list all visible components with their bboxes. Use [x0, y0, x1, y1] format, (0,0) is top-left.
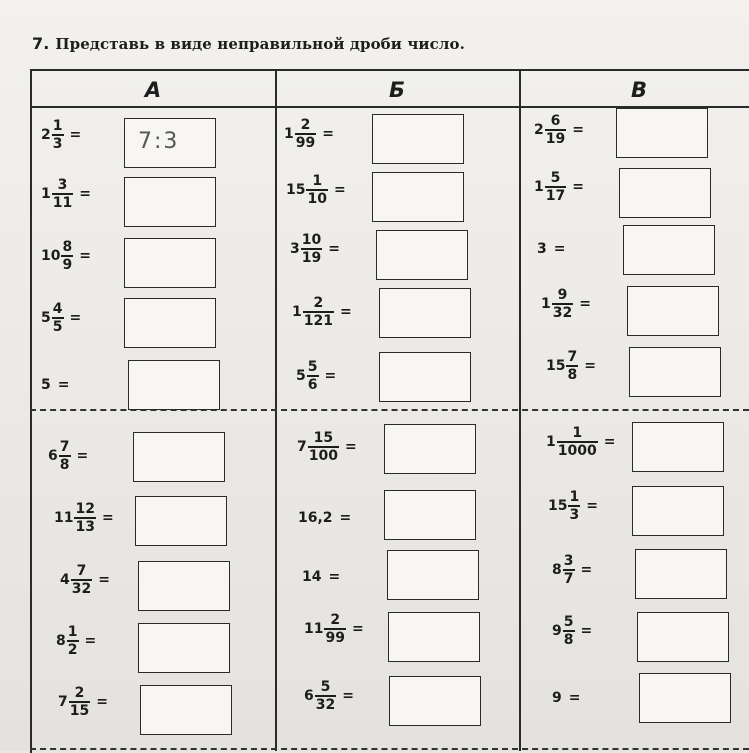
whole-part: 9: [552, 623, 562, 639]
whole-part: 3: [290, 241, 300, 257]
denominator: 7: [563, 571, 574, 587]
whole-part: 11: [54, 510, 74, 526]
exercise-a-8: [60, 564, 110, 596]
equals-sign: =: [579, 296, 591, 312]
denominator: 1000: [557, 443, 597, 459]
whole-part: 6: [304, 688, 314, 704]
whole-part: 15: [548, 498, 568, 514]
denominator: 99: [325, 630, 345, 646]
numerator: 4: [52, 301, 63, 317]
equals-sign: =: [79, 186, 91, 202]
exercise-a-5: [41, 377, 69, 393]
numerator: 1: [67, 624, 78, 640]
numerator: 1: [569, 489, 580, 505]
whole-part: 7: [58, 694, 68, 710]
answer-box-b-7[interactable]: [384, 490, 476, 540]
denominator: 2: [67, 642, 78, 658]
numerator: 1: [312, 173, 323, 189]
fraction: [545, 171, 566, 203]
task-title: [32, 34, 465, 53]
answer-box-v-3[interactable]: [623, 225, 715, 275]
column-header-a: А: [144, 78, 162, 102]
denominator: 3: [52, 136, 63, 152]
equals-sign: =: [584, 358, 596, 374]
answer-box-a-5[interactable]: [128, 360, 220, 410]
whole-part: 1: [546, 434, 556, 450]
denominator: 99: [295, 135, 316, 151]
exercise-b-10: [304, 680, 354, 712]
answer-box-v-1[interactable]: [616, 108, 708, 158]
whole-part: 10: [41, 248, 61, 264]
fraction: [557, 426, 598, 458]
numerator: 1: [572, 425, 583, 441]
denominator: 5: [52, 319, 63, 335]
equals-sign: =: [76, 448, 89, 464]
whole-part: 2: [534, 122, 544, 138]
numerator: 1: [52, 118, 63, 134]
equals-sign: =: [553, 241, 566, 257]
fraction: [52, 119, 64, 151]
whole-part: 8: [552, 562, 562, 578]
equals-sign: =: [342, 688, 354, 704]
numerator: 6: [550, 113, 561, 129]
fraction: [61, 240, 73, 272]
fraction: [563, 554, 575, 586]
whole-part: 4: [60, 572, 70, 588]
answer-box-b-4[interactable]: [379, 288, 471, 338]
equals-sign: =: [322, 126, 334, 142]
exercise-v-6: [546, 426, 615, 458]
numerator: 2: [300, 117, 311, 133]
denominator: 19: [545, 131, 566, 147]
exercise-v-7: [548, 490, 598, 522]
numerator: 9: [557, 287, 568, 303]
exercise-a-6: [48, 440, 88, 472]
numerator: 7: [76, 563, 87, 579]
equals-sign: =: [101, 510, 114, 526]
numerator: 3: [563, 553, 574, 569]
whole-part: 7: [297, 439, 307, 455]
fraction: [307, 360, 319, 392]
answer-box-v-7[interactable]: [632, 486, 724, 536]
denominator: 32: [71, 581, 92, 597]
numerator: 7: [567, 349, 578, 365]
whole-part: 1: [284, 126, 294, 142]
answer-box-v-6[interactable]: [632, 422, 724, 472]
whole-part: 15: [546, 358, 566, 374]
numerator: 8: [62, 239, 73, 255]
denominator: 9: [62, 257, 73, 273]
equals-sign: =: [603, 434, 616, 450]
exercise-a-2: [41, 178, 91, 210]
whole-part: 14: [302, 569, 322, 585]
exercise-b-8: [302, 569, 340, 585]
whole-part: 6: [48, 448, 58, 464]
answer-box-v-10[interactable]: [639, 673, 731, 723]
answer-box-b-3[interactable]: [376, 230, 468, 280]
exercise-v-10: [552, 690, 580, 706]
section-divider-bottom: [30, 748, 749, 750]
task-instruction: Представь в виде неправильной дроби число.: [55, 35, 465, 53]
answer-box-v-2[interactable]: [619, 168, 711, 218]
equals-sign: =: [339, 510, 352, 526]
equals-sign: =: [344, 439, 357, 455]
exercise-b-5: [296, 360, 336, 392]
equals-sign: =: [69, 310, 82, 326]
denominator: 3: [569, 507, 580, 523]
fraction: [59, 440, 71, 472]
fraction: [301, 233, 322, 265]
column-header-b: Б: [388, 78, 405, 102]
whole-part: 5: [41, 310, 51, 326]
denominator: 6: [307, 377, 318, 393]
exercise-v-2: [534, 171, 584, 203]
denominator: 17: [545, 188, 566, 204]
fraction: [52, 178, 73, 210]
numerator: 5: [550, 170, 561, 186]
exercise-b-6: [297, 431, 357, 463]
numerator: 12: [75, 501, 95, 517]
numerator: 2: [313, 295, 324, 311]
fraction: [552, 288, 573, 320]
whole-part: 3: [537, 241, 547, 257]
denominator: 11: [52, 195, 73, 211]
answer-box-b-9[interactable]: [388, 612, 480, 662]
answer-box-a-2[interactable]: [124, 177, 216, 227]
equals-sign: =: [339, 304, 352, 320]
answer-box-v-4[interactable]: [627, 286, 719, 336]
fraction: [566, 350, 578, 382]
whole-part: 15: [286, 182, 306, 198]
denominator: 10: [307, 191, 327, 207]
exercise-a-4: [41, 302, 81, 334]
answer-box-b-5[interactable]: [379, 352, 471, 402]
equals-sign: =: [79, 248, 91, 264]
denominator: 100: [308, 448, 338, 464]
denominator: 32: [315, 697, 336, 713]
exercise-a-10: [58, 686, 108, 718]
fraction: [52, 302, 64, 334]
exercise-b-3: [290, 233, 340, 265]
answer-box-b-1[interactable]: [372, 114, 464, 164]
fraction: [563, 615, 575, 647]
fraction: [324, 613, 345, 645]
equals-sign: =: [351, 621, 364, 637]
answer-box-a-3[interactable]: [124, 238, 216, 288]
equals-sign: =: [324, 368, 337, 384]
exercise-v-3: [537, 241, 565, 257]
denominator: 19: [301, 250, 322, 266]
exercise-b-9: [304, 613, 364, 645]
equals-sign: =: [580, 623, 593, 639]
equals-sign: =: [333, 182, 346, 198]
numerator: 2: [330, 612, 341, 628]
whole-part: 1: [292, 304, 302, 320]
exercise-a-9: [56, 625, 96, 657]
equals-sign: =: [96, 694, 108, 710]
answer-box-b-10[interactable]: [389, 676, 481, 726]
whole-part: 11: [304, 621, 324, 637]
exercise-v-9: [552, 615, 592, 647]
exercise-v-4: [541, 288, 591, 320]
whole-part: 5: [296, 368, 306, 384]
equals-sign: =: [84, 633, 97, 649]
equals-sign: =: [580, 562, 593, 578]
handwritten-answer: 7:3: [138, 129, 180, 154]
column-header-v: В: [630, 78, 647, 102]
equals-sign: =: [57, 377, 70, 393]
exercise-v-5: [546, 350, 596, 382]
whole-part: 2: [41, 127, 51, 143]
answer-box-a-10[interactable]: [140, 685, 232, 735]
exercise-v-8: [552, 554, 592, 586]
whole-part: 8: [56, 633, 66, 649]
exercise-a-7: [54, 502, 114, 534]
denominator: 8: [567, 367, 578, 383]
task-number: 7.: [32, 34, 50, 53]
equals-sign: =: [586, 498, 598, 514]
answer-box-a-7[interactable]: [135, 496, 227, 546]
exercise-a-3: [41, 240, 91, 272]
fraction: [315, 680, 336, 712]
fraction: [71, 564, 92, 596]
whole-part: 1: [41, 186, 51, 202]
whole-part: 1: [541, 296, 551, 312]
fraction: [568, 490, 580, 522]
exercise-b-1: [284, 118, 334, 150]
fraction: [67, 625, 79, 657]
fraction: [74, 502, 95, 534]
answer-box-b-8[interactable]: [387, 550, 479, 600]
denominator: 8: [59, 457, 70, 473]
answer-box-b-2[interactable]: [372, 172, 464, 222]
fraction: [545, 114, 566, 146]
answer-box-v-8[interactable]: [635, 549, 727, 599]
whole-part: 1: [534, 179, 544, 195]
exercise-v-1: [534, 114, 584, 146]
fraction: [308, 431, 339, 463]
numerator: 2: [74, 685, 85, 701]
answer-box-a-8[interactable]: [138, 561, 230, 611]
equals-sign: =: [328, 569, 341, 585]
answer-box-a-6[interactable]: [133, 432, 225, 482]
denominator: 8: [563, 632, 574, 648]
numerator: 15: [313, 430, 334, 446]
numerator: 10: [301, 232, 322, 248]
numerator: 5: [307, 359, 318, 375]
equals-sign: =: [69, 127, 82, 143]
denominator: 32: [552, 305, 573, 321]
exercise-b-2: [286, 174, 346, 206]
denominator: 13: [75, 519, 95, 535]
exercise-b-4: [292, 296, 352, 328]
denominator: 15: [69, 703, 90, 719]
fraction: [295, 118, 316, 150]
fraction: [69, 686, 90, 718]
equals-sign: =: [572, 179, 584, 195]
fraction: [306, 174, 327, 206]
equals-sign: =: [98, 572, 110, 588]
numerator: 3: [57, 177, 68, 193]
whole-part: 9: [552, 690, 562, 706]
answer-box-a-9[interactable]: [138, 623, 230, 673]
whole-part: 16,2: [298, 510, 333, 526]
fraction: [303, 296, 334, 328]
numerator: 5: [320, 679, 331, 695]
equals-sign: =: [328, 241, 340, 257]
equals-sign: =: [568, 690, 581, 706]
denominator: 121: [303, 313, 333, 329]
numerator: 5: [563, 614, 574, 630]
whole-part: 5: [41, 377, 51, 393]
answer-box-a-4[interactable]: [124, 298, 216, 348]
answer-box-b-6[interactable]: [384, 424, 476, 474]
numerator: 7: [59, 439, 70, 455]
exercise-b-7: [298, 510, 351, 526]
exercise-a-1: [41, 119, 81, 151]
equals-sign: =: [572, 122, 584, 138]
answer-box-v-9[interactable]: [637, 612, 729, 662]
answer-box-v-5[interactable]: [629, 347, 721, 397]
